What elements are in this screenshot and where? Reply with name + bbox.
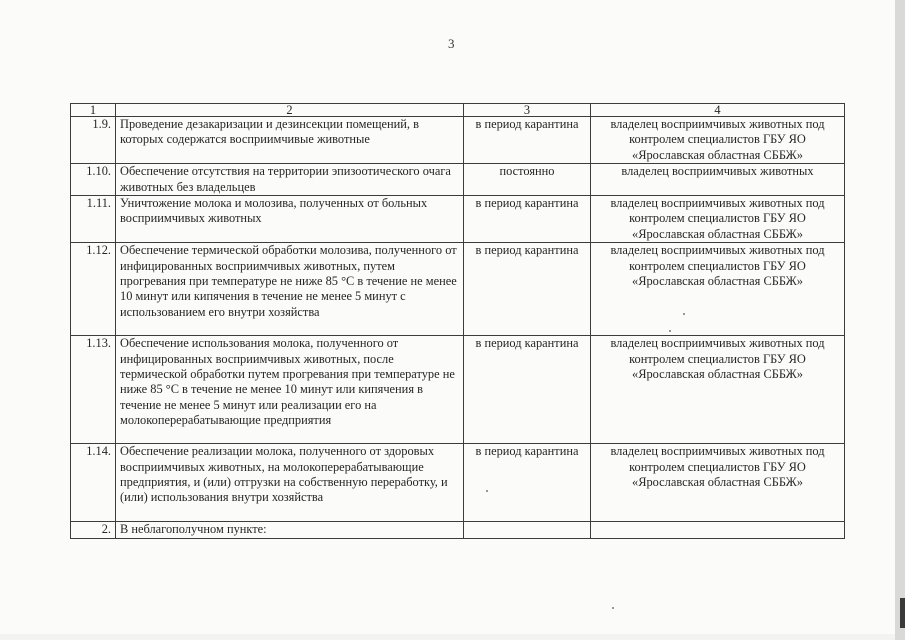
row-responsible: владелец восприимчивых животных под контролем специалистов ГБУ ЯО «Ярославская областная СББЖ» bbox=[591, 444, 845, 522]
row-period: в период карантина bbox=[464, 444, 591, 522]
scan-edge-mark bbox=[900, 598, 905, 628]
row-responsible bbox=[591, 522, 845, 538]
table-header-row bbox=[71, 104, 845, 117]
row-responsible: владелец восприимчивых животных под контролем специалистов ГБУ ЯО «Ярославская областная СББЖ» bbox=[591, 117, 845, 164]
row-measure: Обеспечение отсутствия на территории эпизоотического очага животных без владельцев bbox=[116, 164, 464, 196]
row-responsible: владелец восприимчивых животных под контролем специалистов ГБУ ЯО «Ярославская областная СББЖ» bbox=[591, 336, 845, 444]
scan-right-edge bbox=[895, 0, 905, 640]
row-number: 1.13. bbox=[71, 336, 116, 444]
table-row bbox=[71, 196, 845, 243]
row-number: 1.9. bbox=[71, 117, 116, 164]
row-measure: Проведение дезакаризации и дезинсекции помещений, в которых содержатся восприимчивые животные bbox=[116, 117, 464, 164]
table-row bbox=[71, 522, 845, 538]
table-row bbox=[71, 164, 845, 196]
row-number: 1.10. bbox=[71, 164, 116, 196]
row-period: в период карантина bbox=[464, 243, 591, 336]
scan-speck bbox=[612, 607, 614, 609]
row-period: постоянно bbox=[464, 164, 591, 196]
table-row bbox=[71, 117, 845, 164]
row-period: в период карантина bbox=[464, 196, 591, 243]
table-row bbox=[71, 336, 845, 444]
row-number: 1.14. bbox=[71, 444, 116, 522]
table-row bbox=[71, 444, 845, 522]
row-responsible: владелец восприимчивых животных под контролем специалистов ГБУ ЯО «Ярославская областная СББЖ» bbox=[591, 196, 845, 243]
row-number: 1.11. bbox=[71, 196, 116, 243]
row-responsible: владелец восприимчивых животных под контролем специалистов ГБУ ЯО «Ярославская областная СББЖ» bbox=[591, 243, 845, 336]
row-measure: Уничтожение молока и молозива, полученных от больных восприимчивых животных bbox=[116, 196, 464, 243]
row-measure: В неблагополучном пункте: bbox=[116, 522, 464, 538]
row-number: 1.12. bbox=[71, 243, 116, 336]
row-measure: Обеспечение использования молока, полученного от инфицированных восприимчивых животных, после термической обработки путем прогревания при температуре не ниже 85 °С в течение не менее 10 минут или кипячения в течение не менее 5 минут или реализации его на молокоперерабатывающие предприятия bbox=[116, 336, 464, 444]
header-col-2: 2 bbox=[116, 104, 464, 117]
scan-speck bbox=[683, 313, 685, 315]
row-number: 2. bbox=[71, 522, 116, 538]
measures-table bbox=[70, 103, 845, 539]
row-period bbox=[464, 522, 591, 538]
scan-speck bbox=[669, 330, 671, 332]
row-period: в период карантина bbox=[464, 117, 591, 164]
header-col-4: 4 bbox=[591, 104, 845, 117]
header-col-1: 1 bbox=[71, 104, 116, 117]
scan-speck bbox=[486, 490, 488, 492]
row-period: в период карантина bbox=[464, 336, 591, 444]
row-measure: Обеспечение реализации молока, полученного от здоровых восприимчивых животных, на молокоперерабатывающие предприятия, и (или) отгрузки на собственную переработку, и (или) использования внутри хозяйства bbox=[116, 444, 464, 522]
table-row bbox=[71, 243, 845, 336]
row-measure: Обеспечение термической обработки молозива, полученного от инфицированных восприимчивых животных, путем прогревания при температуре не ниже 85 °С в течение не менее 10 минут или кипячения в течение не менее 5 минут с использованием его внутри хозяйства bbox=[116, 243, 464, 336]
row-responsible: владелец восприимчивых животных bbox=[591, 164, 845, 196]
header-col-3: 3 bbox=[464, 104, 591, 117]
page-number: 3 bbox=[448, 36, 455, 51]
